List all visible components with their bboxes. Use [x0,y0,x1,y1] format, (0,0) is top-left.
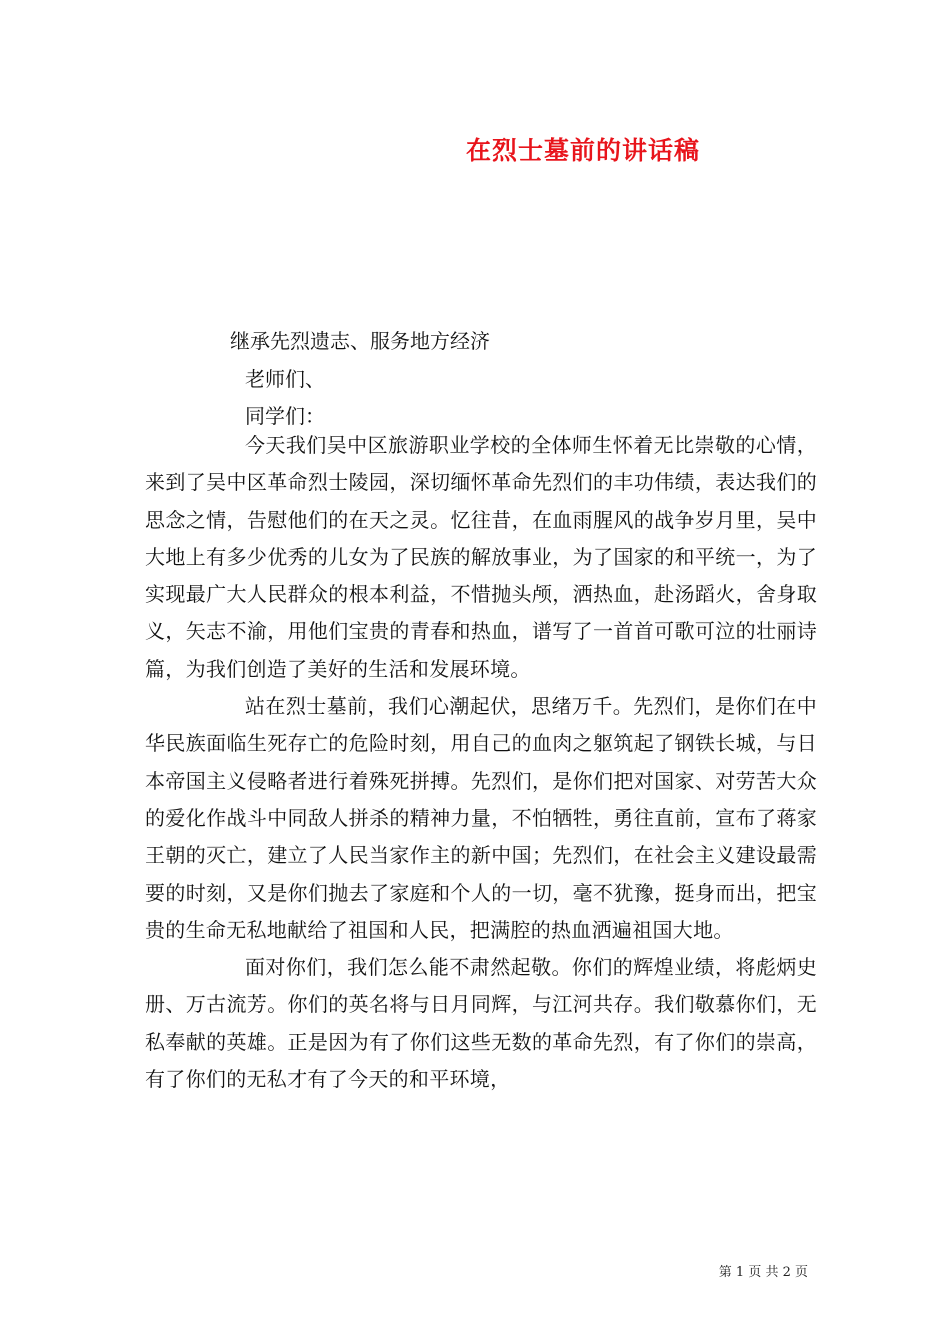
paragraph: 今天我们吴中区旅游职业学校的全体师生怀着无比崇敬的心情，来到了吴中区革命烈士陵园，深切缅怀革命先烈们的丰功伟绩，表达我们的思念之情，告慰他们的在天之灵。忆往昔，在血雨腥风的战争岁月里，吴中大地上有多少优秀的儿女为了民族的解放事业，为了国家的和平统一，为了实现最广大人民群众的根本利益，不惜抛头颅，洒热血，赴汤蹈火，舍身取义，矢志不渝，用他们宝贵的青春和热血，谱写了一首首可歌可泣的壮丽诗篇，为我们创造了美好的生活和发展环境。 [145,433,817,681]
salutation-teachers: 老师们、 [245,367,325,391]
page-number: 第 1 页 共 2 页 [718,1265,808,1280]
paragraph: 面对你们，我们怎么能不肃然起敬。你们的辉煌业绩，将彪炳史册、万古流芳。你们的英名将与日月同辉，与江河共存。我们敬慕你们，无私奉献的英雄。正是因为有了你们这些无数的革命先烈，有了你们的崇高，有了你们的无私才有了今天的和平环境， [145,955,817,1092]
speech-subtitle: 继承先烈遗志、服务地方经济 [230,329,490,353]
salutation-students: 同学们： [245,404,325,428]
speech-body [145,427,817,1098]
page-title: 在烈士墓前的讲话稿 [465,136,700,165]
paragraph: 站在烈士墓前，我们心潮起伏，思绪万千。先烈们，是你们在中华民族面临生死存亡的危险时刻，用自己的血肉之躯筑起了钢铁长城，与日本帝国主义侵略者进行着殊死拼搏。先烈们，是你们把对国家、对劳苦大众的爱化作战斗中同敌人拼杀的精神力量，不怕牺牲，勇往直前，宣布了蒋家王朝的灭亡，建立了人民当家作主的新中国；先烈们，在社会主义建设最需要的时刻，又是你们抛去了家庭和个人的一切，毫不犹豫，挺身而出，把宝贵的生命无私地献给了祖国和人民，把满腔的热血洒遍祖国大地。 [145,694,817,942]
